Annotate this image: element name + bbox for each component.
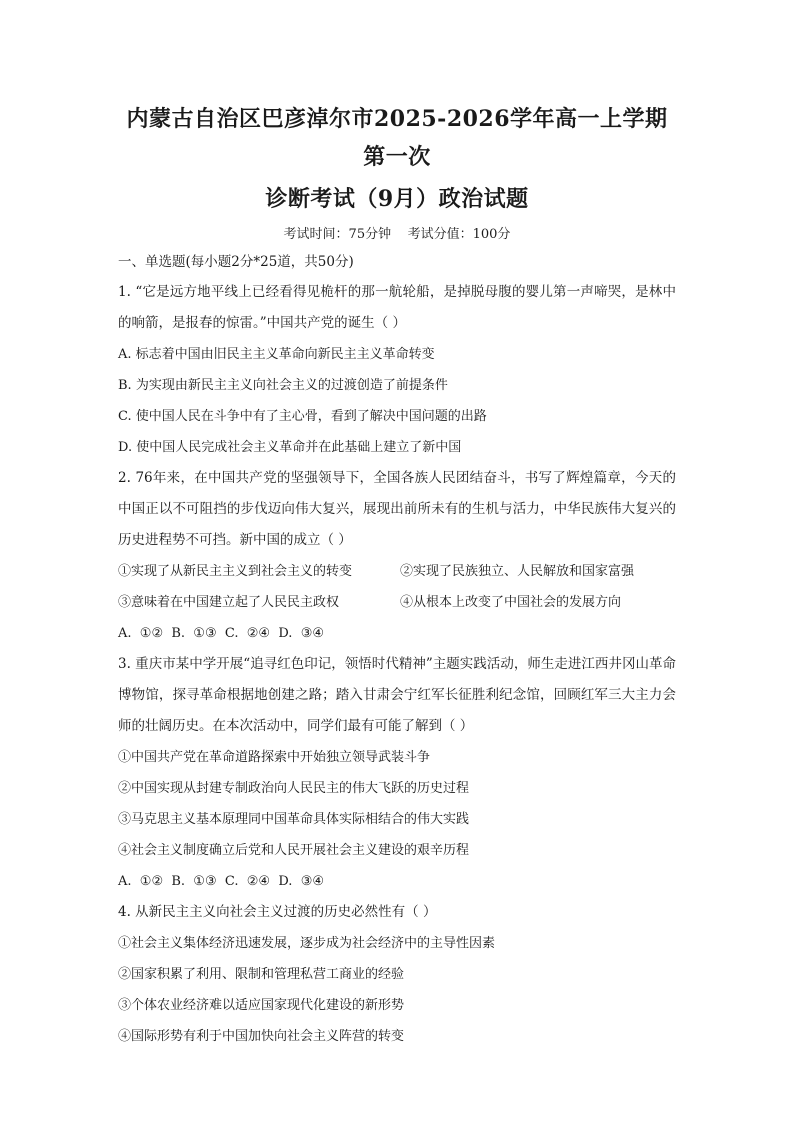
question-2 bbox=[118, 463, 676, 649]
option-c: C. 使中国人民在斗争中有了主心骨，看到了解决中国问题的出路 bbox=[118, 409, 487, 424]
exam-info: 考试时间：75分钟 考试分值：100分 bbox=[283, 227, 511, 242]
exam-title-line2: 诊断考试（9月）政治试题 bbox=[265, 186, 529, 212]
section-heading: 一、单选题(每小题2分*25道，共50分) bbox=[118, 254, 354, 270]
option-a: A. 标志着中国由旧民主主义革命向新民主主义革命转变 bbox=[118, 347, 435, 362]
question-1 bbox=[118, 277, 676, 463]
question-3 bbox=[118, 649, 676, 897]
question-stem: 2. 76年来，在中国共产党的坚强领导下，全国各族人民团结奋斗，书写了辉煌篇章，今天的中国正以不可阻挡的步伐迈向伟大复兴，展现出前所未有的生机与活力，中华民族伟大复兴的历史进程势不可挡。新中国的成立（ ） bbox=[118, 470, 676, 548]
question-stem: 3. 重庆市某中学开展“追寻红色印记，领悟时代精神”主题实践活动，师生走进江西井冈山革命博物馆，探寻革命根据地创建之路；踏入甘肃会宁红军长征胜利纪念馆，回顾红军三大主力会师的壮阔历史。在本次活动中，同学们最有可能了解到（ ） bbox=[118, 656, 676, 734]
option-d: D. 使中国人民完成社会主义革命并在此基础上建立了新中国 bbox=[118, 440, 462, 455]
question-stem: 4. 从新民主主义向社会主义过渡的历史必然性有（ ） bbox=[118, 904, 437, 920]
item-4: ④从根本上改变了中国社会的发展方向 bbox=[400, 595, 622, 610]
item-4: ④国际形势有利于中国加快向社会主义阵营的转变 bbox=[118, 1029, 405, 1044]
item-2: ②国家积累了利用、限制和管理私营工商业的经验 bbox=[118, 967, 405, 982]
item-1: ①社会主义集体经济迅速发展，逐步成为社会经济中的主导性因素 bbox=[118, 936, 496, 951]
answer-choices: A. ①② B. ①③ C. ②④ D. ③④ bbox=[118, 874, 325, 889]
question-stem: 1. “它是远方地平线上已经看得见桅杆的那一航轮船，是掉脱母腹的婴儿第一声啼哭，是林中的响箭，是报春的惊雷。”中国共产党的诞生（ ） bbox=[118, 284, 676, 331]
item-1: ①实现了从新民主主义到社会主义的转变 bbox=[118, 564, 353, 579]
item-4: ④社会主义制度确立后党和人民开展社会主义建设的艰辛历程 bbox=[118, 843, 470, 858]
item-3: ③意味着在中国建立起了人民民主政权 bbox=[118, 595, 340, 610]
item-row bbox=[118, 587, 676, 618]
exam-title-line1: 内蒙古自治区巴彦淖尔市2025-2026学年高一上学期第一次 bbox=[126, 106, 668, 170]
item-3: ③个体农业经济难以适应国家现代化建设的新形势 bbox=[118, 998, 405, 1013]
question-4 bbox=[118, 897, 676, 1052]
item-1: ①中国共产党在革命道路探索中开始独立领导武装斗争 bbox=[118, 750, 431, 765]
option-b: B. 为实现由新民主主义向社会主义的过渡创造了前提条件 bbox=[118, 378, 448, 393]
item-3: ③马克思主义基本原理同中国革命具体实际相结合的伟大实践 bbox=[118, 812, 470, 827]
answer-choices: A. ①② B. ①③ C. ②④ D. ③④ bbox=[118, 626, 325, 641]
item-2: ②实现了民族独立、人民解放和国家富强 bbox=[400, 564, 635, 579]
item-2: ②中国实现从封建专制政治向人民民主的伟大飞跃的历史过程 bbox=[118, 781, 470, 796]
item-row bbox=[118, 556, 676, 587]
